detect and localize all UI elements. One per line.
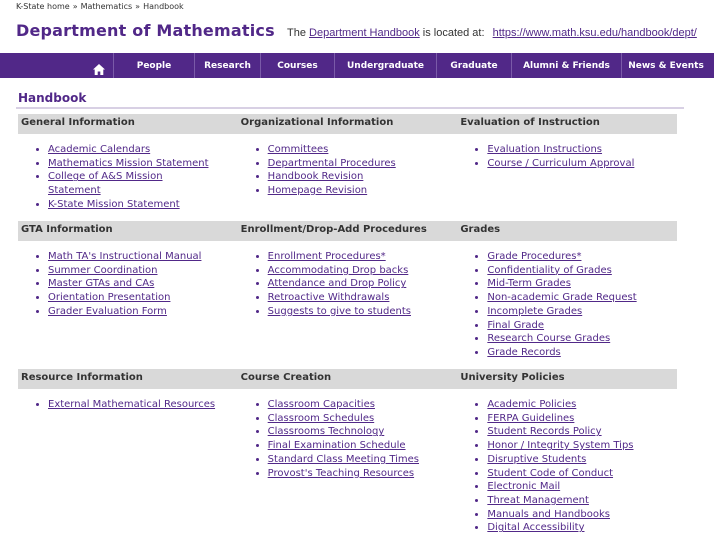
list-item[interactable]: • Homepage Revision [268, 184, 458, 198]
column-grades [457, 250, 677, 360]
list-item[interactable]: • Orientation Presentation [48, 291, 238, 305]
list-item[interactable]: • Final Examination Schedule [268, 439, 458, 453]
section-header-row [18, 221, 677, 241]
list-item[interactable]: • Non-academic Grade Request [487, 291, 677, 305]
note-prefix: The [287, 27, 306, 39]
list-item[interactable]: • FERPA Guidelines [487, 412, 677, 426]
header-evaluation-of-instruction: Evaluation of Instruction [460, 117, 600, 128]
header-organizational-information: Organizational Information [240, 117, 394, 128]
column-enrollment-drop-add [238, 250, 458, 360]
header-grades: Grades [460, 224, 501, 235]
handbook-title: Handbook [18, 91, 87, 105]
list-item[interactable]: • Classroom Schedules [268, 412, 458, 426]
list-item[interactable]: • Final Grade [487, 319, 677, 333]
list-item[interactable]: • Suggests to give to students [268, 305, 458, 319]
list-item[interactable]: • Grade Procedures* [487, 250, 677, 264]
column-course-creation [238, 398, 458, 535]
list-item[interactable]: • Handbook Revision [268, 170, 458, 184]
nav-graduate[interactable]: Graduate [437, 53, 512, 78]
list-item[interactable]: • Academic Calendars [48, 143, 238, 157]
home-icon [93, 60, 105, 71]
breadcrumb-separator: » [72, 2, 78, 11]
list-item[interactable]: • Accommodating Drop backs [268, 264, 458, 278]
handbook-url-link[interactable]: https://www.math.ksu.edu/handbook/dept/ [492, 27, 697, 39]
column-organizational-information [238, 143, 458, 212]
list-item[interactable]: • College of A&S Mission Statement [48, 170, 238, 197]
column-resource-information [18, 398, 238, 535]
list-item[interactable]: • Disruptive Students [487, 453, 677, 467]
list-item[interactable]: • K-State Mission Statement [48, 198, 238, 212]
header-resource-information: Resource Information [21, 372, 143, 383]
section-header-row [18, 114, 677, 134]
header-university-policies: University Policies [460, 372, 565, 383]
nav-courses[interactable]: Courses [261, 53, 335, 78]
nav-people[interactable]: People [114, 53, 195, 78]
list-item[interactable]: • Provost's Teaching Resources [268, 467, 458, 481]
list-item[interactable]: • External Mathematical Resources [48, 398, 238, 412]
header-enrollment-drop-add: Enrollment/Drop-Add Procedures [240, 224, 427, 235]
nav-undergraduate[interactable]: Undergraduate [335, 53, 437, 78]
list-item[interactable]: • Evaluation Instructions [487, 143, 677, 157]
list-item[interactable]: • Enrollment Procedures* [268, 250, 458, 264]
list-item[interactable]: • Retroactive Withdrawals [268, 291, 458, 305]
list-item[interactable]: • Research Course Grades [487, 332, 677, 346]
list-item[interactable]: • Summer Coordination [48, 264, 238, 278]
list-item[interactable]: • Mid-Term Grades [487, 277, 677, 291]
list-item[interactable]: • Committees [268, 143, 458, 157]
list-item[interactable]: • Attendance and Drop Policy [268, 277, 458, 291]
list-item[interactable]: • Confidentiality of Grades [487, 264, 677, 278]
list-item[interactable]: • Academic Policies [487, 398, 677, 412]
nav-home[interactable] [0, 53, 114, 78]
column-general-information [18, 143, 238, 212]
list-item[interactable]: • Mathematics Mission Statement [48, 157, 238, 171]
list-item[interactable]: • Standard Class Meeting Times [268, 453, 458, 467]
breadcrumb-mathematics[interactable]: Mathematics [80, 2, 133, 11]
nav-alumni-friends[interactable]: Alumni & Friends [512, 53, 622, 78]
nav-news-events[interactable]: News & Events [628, 60, 704, 71]
breadcrumb [16, 2, 184, 11]
list-item[interactable]: • Math TA's Instructional Manual [48, 250, 238, 264]
header-general-information: General Information [21, 117, 135, 128]
list-item[interactable]: • Electronic Mail [487, 480, 677, 494]
breadcrumb-handbook: Handbook [143, 2, 184, 11]
list-item[interactable]: • Honor / Integrity System Tips [487, 439, 677, 453]
list-item[interactable]: • Student Records Policy [487, 425, 677, 439]
column-evaluation-of-instruction [457, 143, 677, 212]
section-header-row [18, 369, 677, 389]
breadcrumb-separator: » [135, 2, 141, 11]
list-item[interactable]: • Grade Records [487, 346, 677, 360]
list-item[interactable]: • Incomplete Grades [487, 305, 677, 319]
section-resources [18, 369, 677, 535]
department-handbook-link[interactable]: Department Handbook [309, 27, 420, 39]
list-item[interactable]: • Master GTAs and CAs [48, 277, 238, 291]
list-item[interactable]: • Grader Evaluation Form [48, 305, 238, 319]
breadcrumb-kstate-home[interactable]: K-State home [16, 2, 70, 11]
main-nav [0, 53, 714, 78]
nav-research[interactable]: Research [195, 53, 261, 78]
header-course-creation: Course Creation [240, 372, 332, 383]
list-item[interactable]: • Student Code of Conduct [487, 467, 677, 481]
section-general [18, 114, 677, 212]
list-item[interactable]: • Classroom Capacities [268, 398, 458, 412]
column-gta-information [18, 250, 238, 360]
list-item[interactable]: • Digital Accessibility [487, 521, 677, 535]
list-item[interactable]: • Threat Management [487, 494, 677, 508]
list-item[interactable]: • Manuals and Handbooks [487, 508, 677, 522]
list-item[interactable]: • Classrooms Technology [268, 425, 458, 439]
department-title[interactable]: Department of Mathematics [16, 21, 275, 40]
handbook-note [287, 27, 697, 39]
list-item[interactable]: • Course / Curriculum Approval [487, 157, 677, 171]
header-gta-information: GTA Information [21, 224, 113, 235]
note-suffix: is located at: [422, 27, 485, 39]
column-university-policies [457, 398, 677, 535]
handbook-divider [16, 107, 684, 109]
section-gta [18, 221, 677, 360]
list-item[interactable]: • Departmental Procedures [268, 157, 458, 171]
